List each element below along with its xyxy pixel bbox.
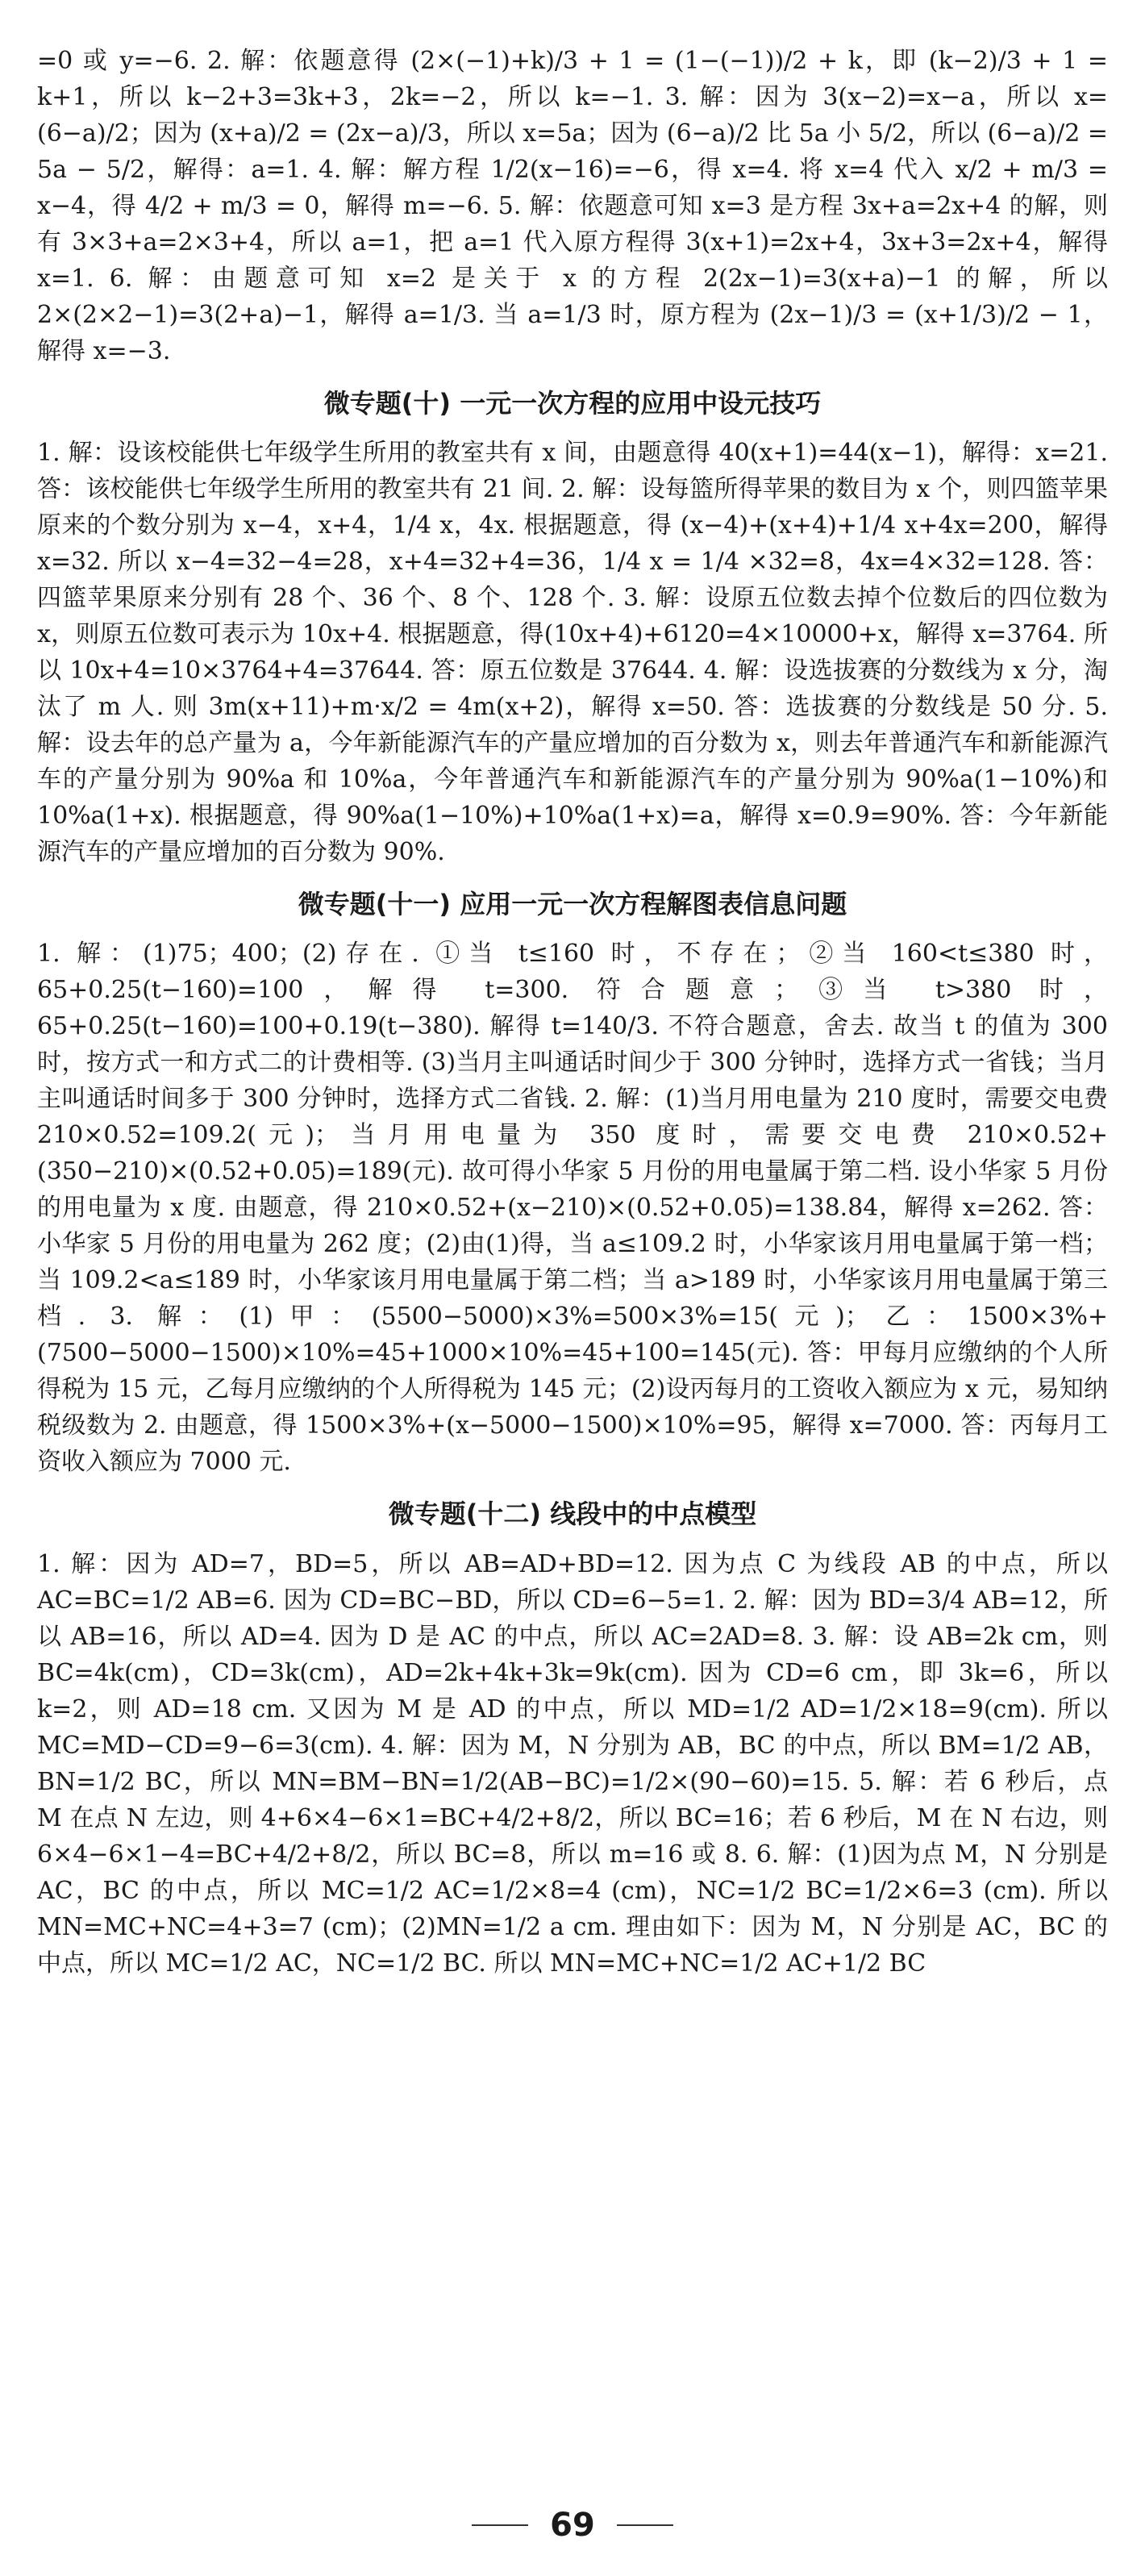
page-number: 69 xyxy=(550,2507,595,2544)
answer-paragraph: 1. 解：因为 AD=7，BD=5，所以 AB=AD+BD=12. 因为点 C 为线段 AB 的中点，所以 AC=BC=1/2 AB=6. 因为 CD=BC−BD，所以 CD=6−5=1. 2. 解：因为 BD=3/4 AB=12，所以 AB=16，所以 AD=4. 因为 D 是 AC 的中点，所以 AC=2AD=8. 3. 解：设 AB=2k cm，则 BC=4k(cm)，CD=3k(cm)，AD=2k+4k+3k=9k(cm). 因为 CD=6 cm，即 3k=6，所以 k=2，则 AD=18 cm. 又因为 M 是 AD 的中点，所以 MD=1/2 AD=1/2×18=9(cm). 所以 MC=MD−CD=9−6=3(cm). 4. 解：因为 M，N 分别为 AB，BC 的中点，所以 BM=1/2 AB，BN=1/2 BC，所以 MN=BM−BN=1/2(AB−BC)=1/2×(90−60)=15. 5. 解：若 6 秒后，点 M 在点 N 左边，则 4+6×4−6×1=BC+4/2+8/2，所以 BC=16；若 6 秒后，M 在 N 右边，则 6×4−6×1−4=BC+4/2+8/2，所以 BC=8，所以 m=16 或 8. 6. 解：(1)因为点 M，N 分别是 AC，BC 的中点，所以 MC=1/2 AC=1/2×8=4 (cm)，NC=1/2 BC=1/2×6=3 (cm). 所以 MN=MC+NC=4+3=7 (cm)；(2)MN=1/2 a cm. 理由如下：因为 M，N 分别是 AC，BC 的中点，所以 MC=1/2 AC，NC=1/2 BC. 所以 MN=MC+NC=1/2 AC+1/2 BC xyxy=(37,1549,1108,1978)
footer-left-rule xyxy=(472,2524,528,2526)
section-heading: 微专题(十二) 线段中的中点模型 xyxy=(388,1498,757,1530)
section-heading: 微专题(十) 一元一次方程的应用中设元技巧 xyxy=(323,388,822,419)
page-footer xyxy=(0,2507,1145,2544)
page-content xyxy=(37,32,1108,1992)
section-heading: 微专题(十一) 应用一元一次方程解图表信息问题 xyxy=(298,889,847,920)
footer-right-rule xyxy=(617,2524,673,2526)
answer-paragraph: 1. 解：设该校能供七年级学生所用的教室共有 x 间，由题意得 40(x+1)=44(x−1)，解得：x=21. 答：该校能供七年级学生所用的教室共有 21 间. 2. 解：设每篮所得苹果的数目为 x 个，则四篮苹果原来的个数分别为 x−4，x+4，1/4 x，4x. 根据题意，得 (x−4)+(x+4)+1/4 x+4x=200，解得 x=32. 所以 x−4=32−4=28，x+4=32+4=36，1/4 x = 1/4 ×32=8，4x=4×32=128. 答：四篮苹果原来分别有 28 个、36 个、8 个、128 个. 3. 解：设原五位数去掉个位数后的四位数为 x，则原五位数可表示为 10x+4. 根据题意，得(10x+4)+6120=4×10000+x，解得 x=3764. 所以 10x+4=10×3764+4=37644. 答：原五位数是 37644. 4. 解：设选拔赛的分数线为 x 分，淘汰了 m 人. 则 3m(x+11)+m·x/2 = 4m(x+2)，解得 x=50. 答：选拔赛的分数线是 50 分. 5. 解：设去年的总产量为 a，今年新能源汽车的产量应增加的百分数为 x，则去年普通汽车和新能源汽车的产量分别为 90%a 和 10%a，今年普通汽车和新能源汽车的产量分别为 90%a(1−10%)和 10%a(1+x). 根据题意，得 90%a(1−10%)+10%a(1+x)=a，解得 x=0.9=90%. 答：今年新能源汽车的产量应增加的百分数为 90%. xyxy=(37,439,1108,867)
answer-paragraph: =0 或 y=−6. 2. 解：依题意得 (2×(−1)+k)/3 + 1 = (1−(−1))/2 + k，即 (k−2)/3 + 1 = k+1，所以 k−2+3=3k+3，2k=−2，所以 k=−1. 3. 解：因为 3(x−2)=x−a，所以 x=(6−a)/2；因为 (x+a)/2 = (2x−a)/3，所以 x=5a；因为 (6−a)/2 比 5a 小 5/2，所以 (6−a)/2 = 5a − 5/2，解得：a=1. 4. 解：解方程 1/2(x−16)=−6，得 x=4. 将 x=4 代入 x/2 + m/3 = x−4，得 4/2 + m/3 = 0，解得 m=−6. 5. 解：依题意可知 x=3 是方程 3x+a=2x+4 的解，则有 3×3+a=2×3+4，所以 a=1，把 a=1 代入原方程得 3(x+1)=2x+4，3x+3=2x+4，解得 x=1. 6. 解：由题意可知 x=2 是关于 x 的方程 2(2x−1)=3(x+a)−1 的解，所以 2×(2×2−1)=3(2+a)−1，解得 a=1/3. 当 a=1/3 时，原方程为 (2x−1)/3 = (x+1/3)/2 − 1，解得 x=−3. xyxy=(37,47,1108,365)
answer-paragraph: 1. 解：(1)75；400；(2)存在. ①当 t≤160 时，不存在；②当 160<t≤380 时，65+0.25(t−160)=100，解得 t=300. 符合题意；③当 t>380 时，65+0.25(t−160)=100+0.19(t−380). 解得 t=140/3. 不符合题意，舍去. 故当 t 的值为 300 时，按方式一和方式二的计费相等. (3)当月主叫通话时间少于 300 分钟时，选择方式一省钱；当月主叫通话时间多于 300 分钟时，选择方式二省钱. 2. 解：(1)当月用电量为 210 度时，需要交电费 210×0.52=109.2(元)；当月用电量为 350 度时，需要交电费 210×0.52+(350−210)×(0.52+0.05)=189(元). 故可得小华家 5 月份的用电量属于第二档. 设小华家 5 月份的用电量为 x 度. 由题意，得 210×0.52+(x−210)×(0.52+0.05)=138.84，解得 x=262. 答：小华家 5 月份的用电量为 262 度；(2)由(1)得，当 a≤109.2 时，小华家该月用电量属于第一档；当 109.2<a≤189 时，小华家该月用电量属于第二档；当 a>189 时，小华家该月用电量属于第三档. 3. 解：(1)甲：(5500−5000)×3%=500×3%=15(元)；乙：1500×3%+(7500−5000−1500)×10%=45+1000×10%=45+100=145(元). 答：甲每月应缴纳的个人所得税为 15 元，乙每月应缴纳的个人所得税为 145 元；(2)设丙每月的工资收入额应为 x 元，易知纳税级数为 2. 由题意，得 1500×3%+(x−5000−1500)×10%=95，解得 x=7000. 答：丙每月工资收入额应为 7000 元. xyxy=(37,940,1108,1477)
